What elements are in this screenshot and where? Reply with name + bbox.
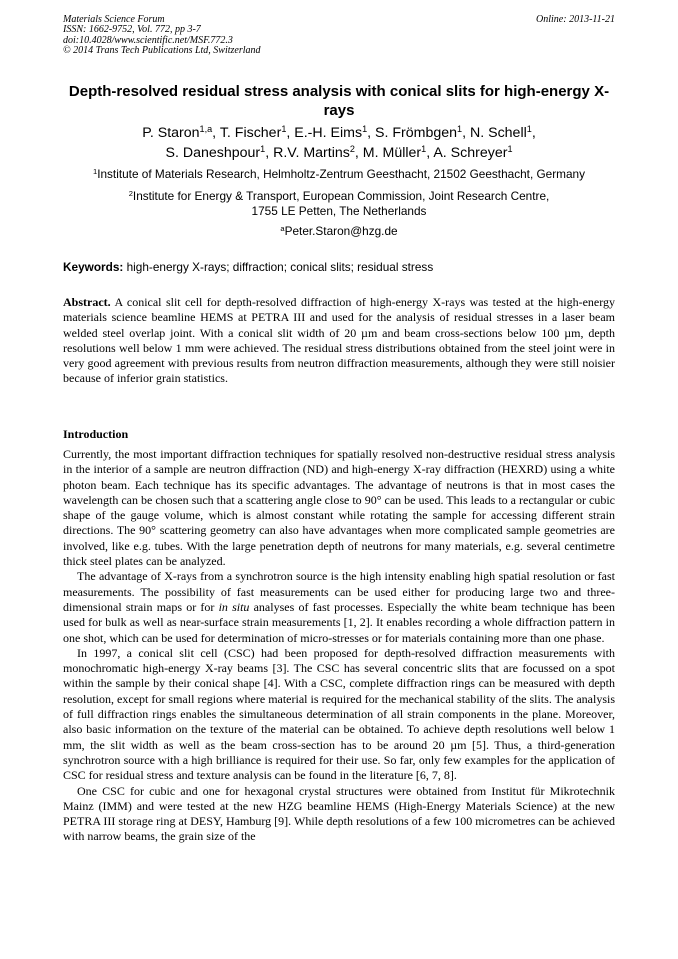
author: S. Frömbgen$^1$ [375,124,463,141]
paragraph: Currently, the most important diffraction techniques for spatially resolved non-destructive residual stress analysis in the interior of a sample are neutron diffraction (ND) and high-energy X-ray diffraction (HEXRD) using a white photon beam. Each technique has its specific advantages. The advantage of neutrons is that in most cases the wavelength can be chosen such that a scattering angle close to 90° can be used. This leads to a rectangular or cubic shape of the gauge volume, which is almost constant while rotating the sample for accessing different strain directions. The 90° scattering geometry can also have advantages when more complicated sample geometries are involved, like e.g. tubes. With the large penetration depth of neutrons for many materials, e.g. several centimetre thick steel plates can be analyzed. [63,447,615,569]
abstract-text: A conical slit cell for depth-resolved diffraction of high-energy X-rays was tested at the high-energy materials science beamline HEMS at PETRA III and used for the analysis of residual stresses in a laser beam welded steel overlap joint. With a conical slit width of 20 µm and beam cross-sections below 100 µm, depth resolutions well below 1 mm were achieved. The residual stress distributions obtained from the steel joint were in very good agreement with previous results from neutron diffraction measurements, although they were still noisier because of inferior grain statistics. [63,295,616,386]
keywords [63,260,615,275]
affiliation-1: $^1$Institute of Materials Research, Helmholtz-Zentrum Geesthacht, 21502 Geesthacht, Germany [92,167,586,181]
contact-email: $^a$Peter.Staron@hzg.de [280,224,398,238]
author: T. Fischer$^1$ [219,124,287,141]
paragraph: One CSC for cubic and one for hexagonal crystal structures were obtained from Institut für Mikrotechnik Mainz (IMM) and were tested at the new HZG beamline HEMS (High-Energy Materials Science) at the new PETRA III storage ring at DESY, Hamburg [9]. While depth resolutions of a few 100 micrometres can be achieved with narrow beams, the grain size of the [63,783,615,844]
paragraph: In 1997, a conical slit cell (CSC) had been proposed for depth-resolved diffraction measurements with monochromatic high-energy X-ray beams [3]. The CSC has several concentric slits that are focussed on a spot within the sample by their conical shape [4]. With a CSC, complete diffraction rings can be measured with depth resolution, except for small regions where material is required for the mechanical stability of the slits. The analysis of full diffraction rings enables the simultaneous determination of all strain components in the plane. Moreover, also basic information on the texture of the material can be obtained. To achieve depth resolutions well below 1 mm, the slit width as well as the beam cross-section has to be around 20 µm [5]. Thus, a third-generation synchrotron source with a high brilliance is required for their use. So far, only few examples for the application of CSC for residual stress and texture analysis can be found in the literature [6, 7, 8]. [63,645,615,783]
author: S. Daneshpour$^1$ [165,143,266,161]
author: M. Müller$^1$ [362,143,427,161]
introduction-body [63,447,615,845]
copyright-line: © 2014 Trans Tech Publications Ltd, Switzerland [63,45,261,57]
author: R.V. Martins$^2$ [273,143,355,161]
author: E.-H. Eims$^1$ [294,124,368,141]
keywords-text: high-energy X-rays; diffraction; conical slits; residual stress [126,260,434,274]
section-heading-introduction: Introduction [63,427,129,441]
keywords-label: Keywords: [63,260,124,274]
abstract-label: Abstract. [63,295,111,309]
journal-header [63,15,261,57]
abstract [63,295,615,387]
paper-title: Depth-resolved residual stress analysis with conical slits for high-energy X-rays [68,83,610,119]
journal-name: Materials Science Forum [63,14,165,25]
online-date: Online: 2013-11-21 [536,14,615,25]
affiliation-2: $^2$Institute for Energy & Transport, European Commission, Joint Research Centre, 1755 LE Petten, The Netherlands [128,189,550,218]
paragraph: The advantage of X-rays from a synchrotron source is the high intensity enabling high spatial resolution or fast measurements. The possibility of fast measurements can be used either for producing large two and three-dimensional strain maps or for in situ analyses of fast processes. Especially the white beam technique has been used for bulk as well as near-surface strain measurements [1, 2]. It enables recording a whole diffraction pattern in one shot, which can be used for determination of micro-stresses or for materials containing more than one phase. [63,569,615,645]
author: A. Schreyer$^1$ [433,143,513,161]
author: P. Staron$^{1,a}$ [142,124,213,141]
author-list: P. Staron$^{1,a}$, T. Fischer$^1$, E.-H. Eims$^1$, S. Frömbgen$^1$, N. Schell$^1$, S. Daneshpour$^1$, R.V. Martins$^2$, M. Müller$^1$, A. Schreyer$^1$ [142,124,536,161]
author: N. Schell$^1$ [469,124,532,141]
issn-line: ISSN: 1662-9752, Vol. 772, pp 3-7 [63,24,201,36]
doi-line: doi:10.4028/www.scientific.net/MSF.772.3 [63,34,233,46]
